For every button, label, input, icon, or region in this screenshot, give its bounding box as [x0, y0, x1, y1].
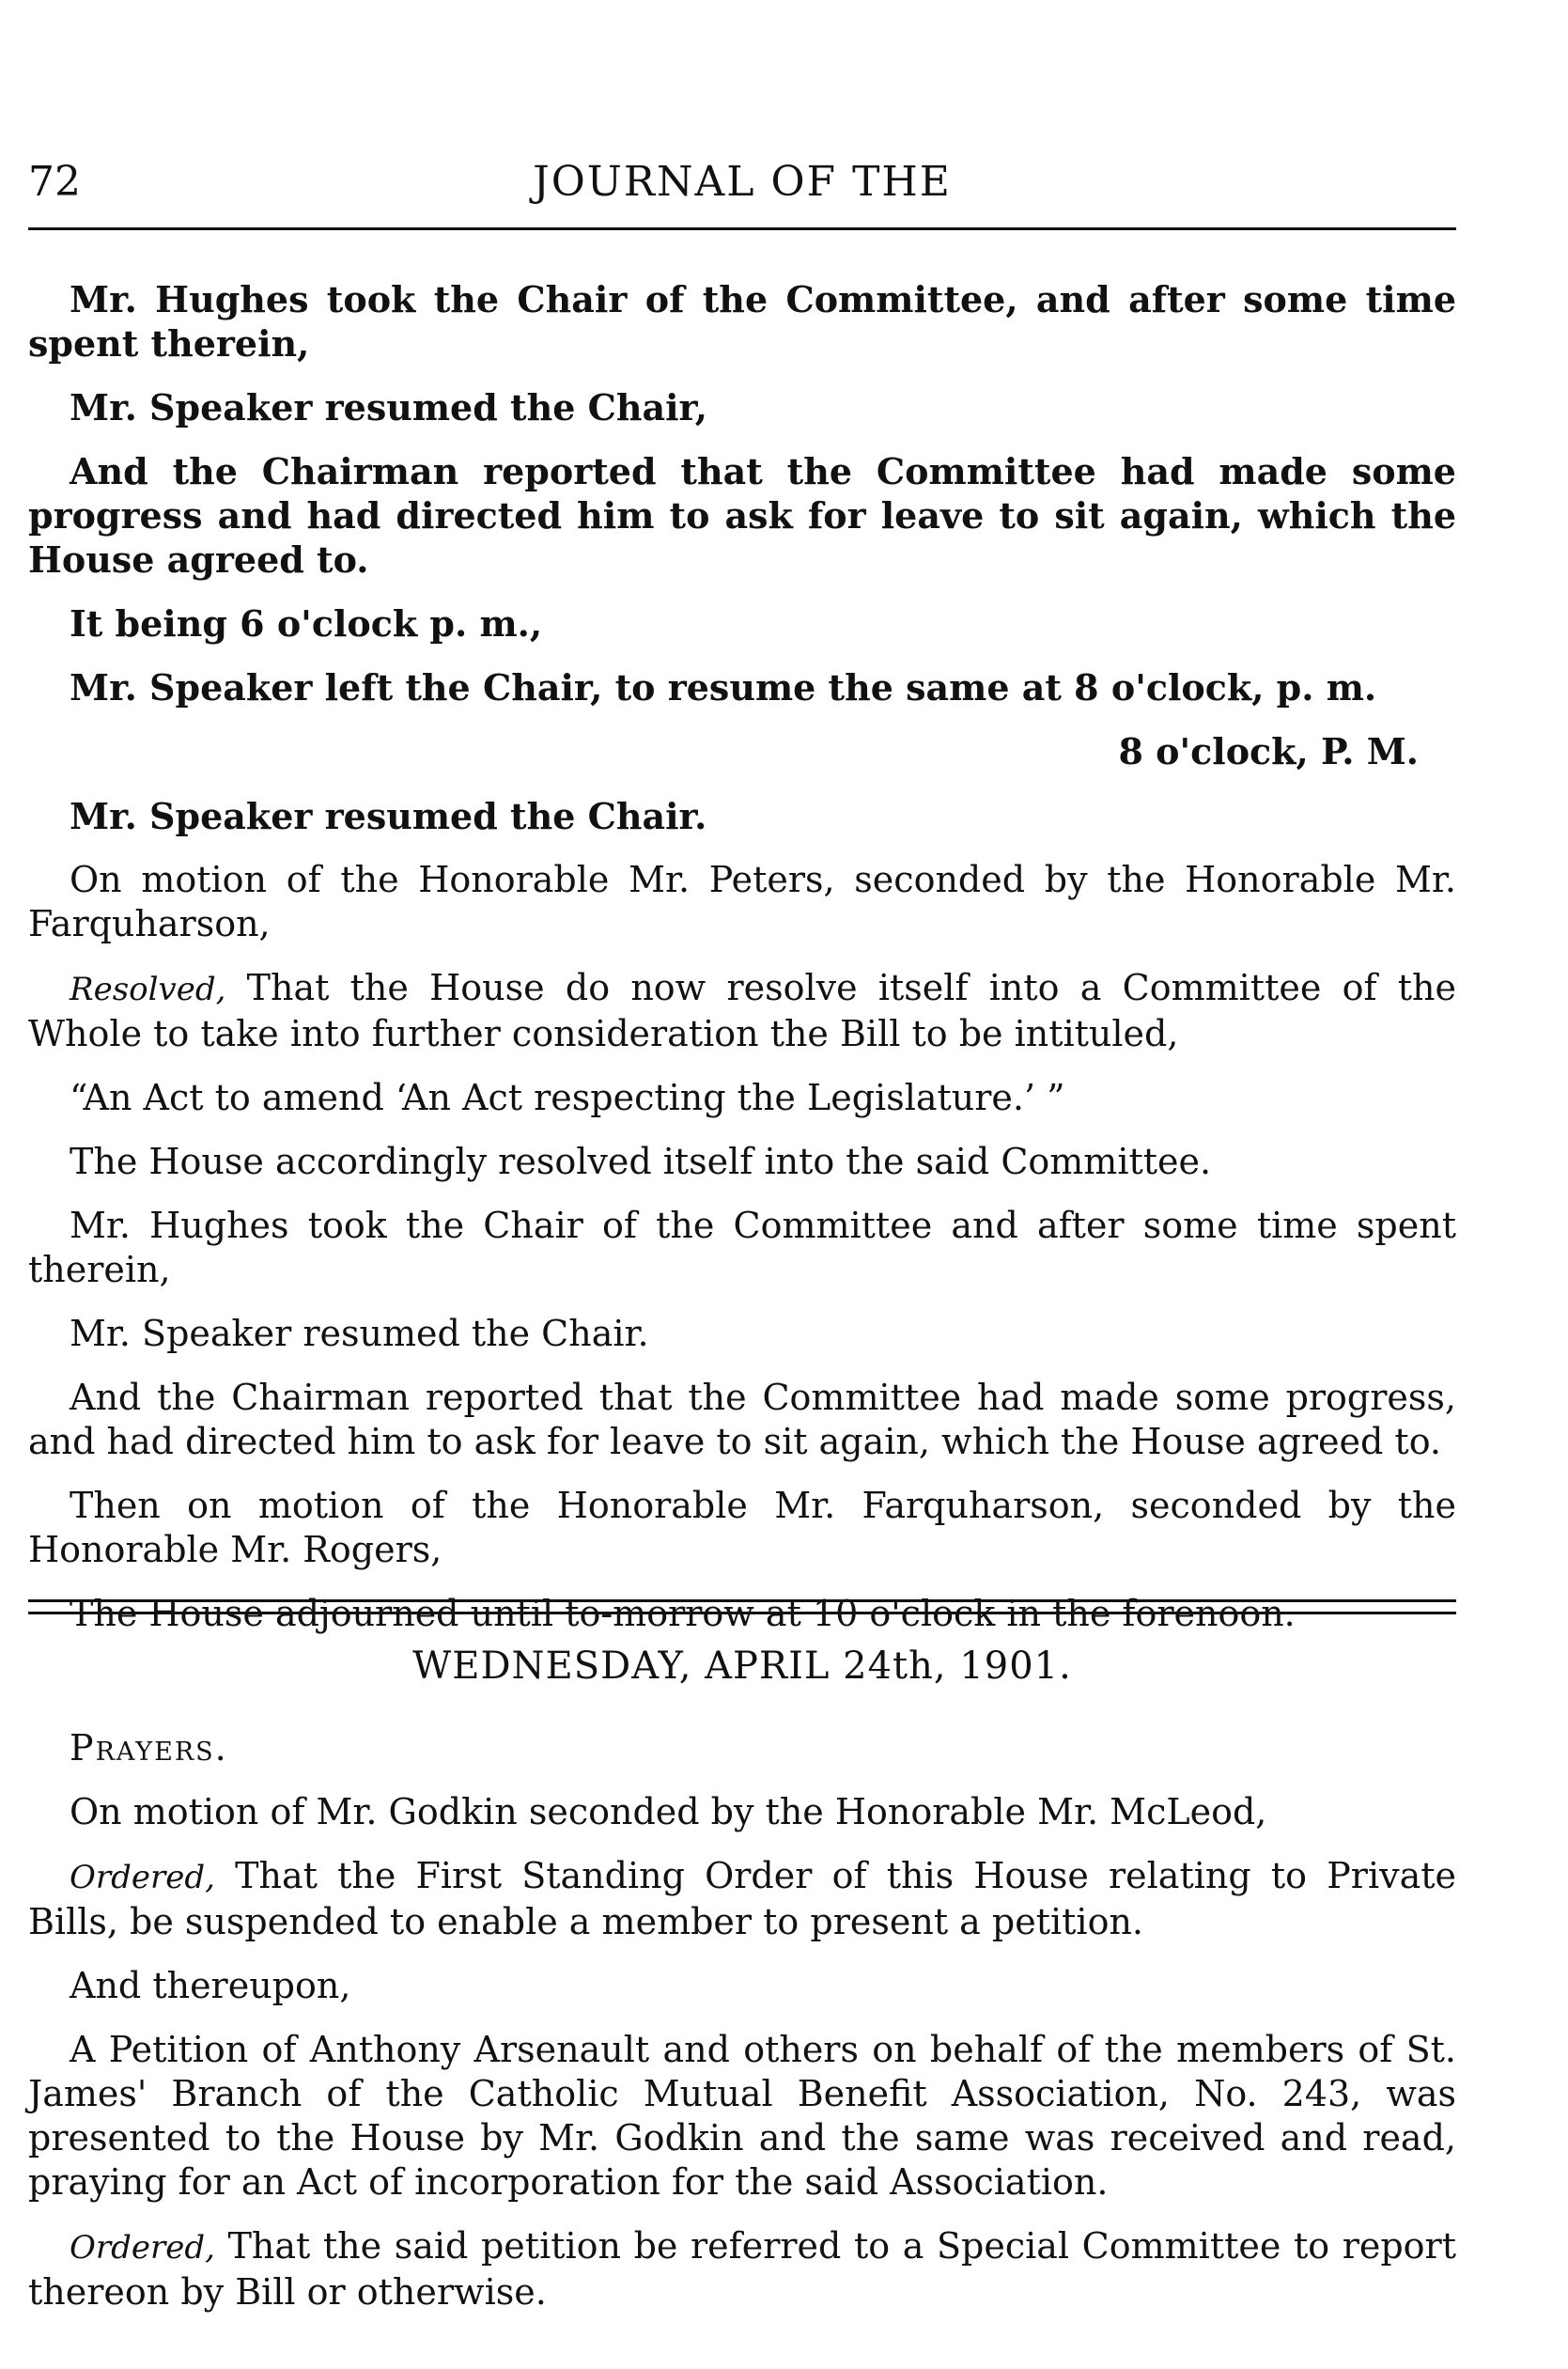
paragraph: And thereupon, — [70, 1965, 351, 2006]
journal-body — [28, 277, 1456, 1656]
petition-paragraph: A Petition of Anthony Arsenault and others on behalf of the members of St. James' Branch of the Catholic Mutual Benefit Association, No. 243, was presented to the House by Mr. Godkin and the same was received and read, praying for an Act of incorporation for the said Association. — [28, 2029, 1456, 2203]
resolved-lead: Resolved, — [70, 971, 226, 1008]
paragraph: Mr. Hughes took the Chair of the Committee and after some time spent therein, — [28, 1205, 1456, 1290]
paragraph: On motion of Mr. Godkin seconded by the Honorable Mr. McLeod, — [70, 1791, 1267, 1832]
paragraph: Mr. Speaker resumed the Chair. — [70, 795, 707, 837]
paragraph: Mr. Hughes took the Chair of the Committee, and after some time spent therein, — [28, 278, 1456, 365]
ordered-text: That the First Standing Order of this House relating to Private Bills, be suspended to enable a member to present a petition. — [28, 1855, 1456, 1942]
page-number: 72 — [28, 158, 81, 206]
resolved-text: That the House do now resolve itself into a Committee of the Whole to take into further consideration the Bill to be intituled, — [28, 967, 1456, 1054]
time-stamp: 8 o'clock, P. M. — [1118, 730, 1419, 772]
section-divider — [28, 1599, 1456, 1614]
paragraph: On motion of the Honorable Mr. Peters, seconded by the Honorable Mr. Farquharson, — [28, 859, 1456, 944]
paragraph: It being 6 o'clock p. m., — [70, 602, 543, 645]
resolved-paragraph — [28, 966, 1456, 1056]
day-section — [28, 1644, 1456, 2334]
paragraph: The House adjourned until to-morrow at 10 o'clock in the forenoon. — [70, 1593, 1296, 1634]
ordered-text: That the said petition be referred to a Special Committee to report thereon by Bill or otherwise. — [28, 2225, 1456, 2313]
running-title: JOURNAL OF THE — [533, 158, 952, 206]
header-rule — [28, 227, 1456, 230]
paragraph: Mr. Speaker resumed the Chair, — [70, 386, 708, 429]
date-heading: WEDNESDAY, APRIL 24th, 1901. — [412, 1644, 1072, 1688]
paragraph: Then on motion of the Honorable Mr. Farquharson, seconded by the Honorable Mr. Rogers, — [28, 1485, 1456, 1570]
ordered-paragraph — [28, 2224, 1456, 2314]
paragraph: The House accordingly resolved itself into the said Committee. — [70, 1141, 1212, 1182]
paragraph: Mr. Speaker resumed the Chair. — [70, 1313, 649, 1354]
paragraph: Mr. Speaker left the Chair, to resume the same at 8 o'clock, p. m. — [70, 666, 1377, 709]
ordered-lead: Ordered, — [70, 2229, 215, 2267]
bill-title: “An Act to amend ‘An Act respecting the Legislature.’ ” — [70, 1077, 1065, 1118]
prayers-label: Prayers. — [70, 1727, 228, 1769]
paragraph: And the Chairman reported that the Committee had made some progress, and had directed him to ask for leave to sit again, which the House agreed to. — [28, 1377, 1456, 1462]
ordered-paragraph — [28, 1854, 1456, 1944]
paragraph: And the Chairman reported that the Committee had made some progress and had directed him to ask for leave to sit again, which the House agreed to. — [28, 450, 1456, 581]
ordered-lead: Ordered, — [70, 1859, 215, 1896]
page-header — [28, 158, 1456, 214]
